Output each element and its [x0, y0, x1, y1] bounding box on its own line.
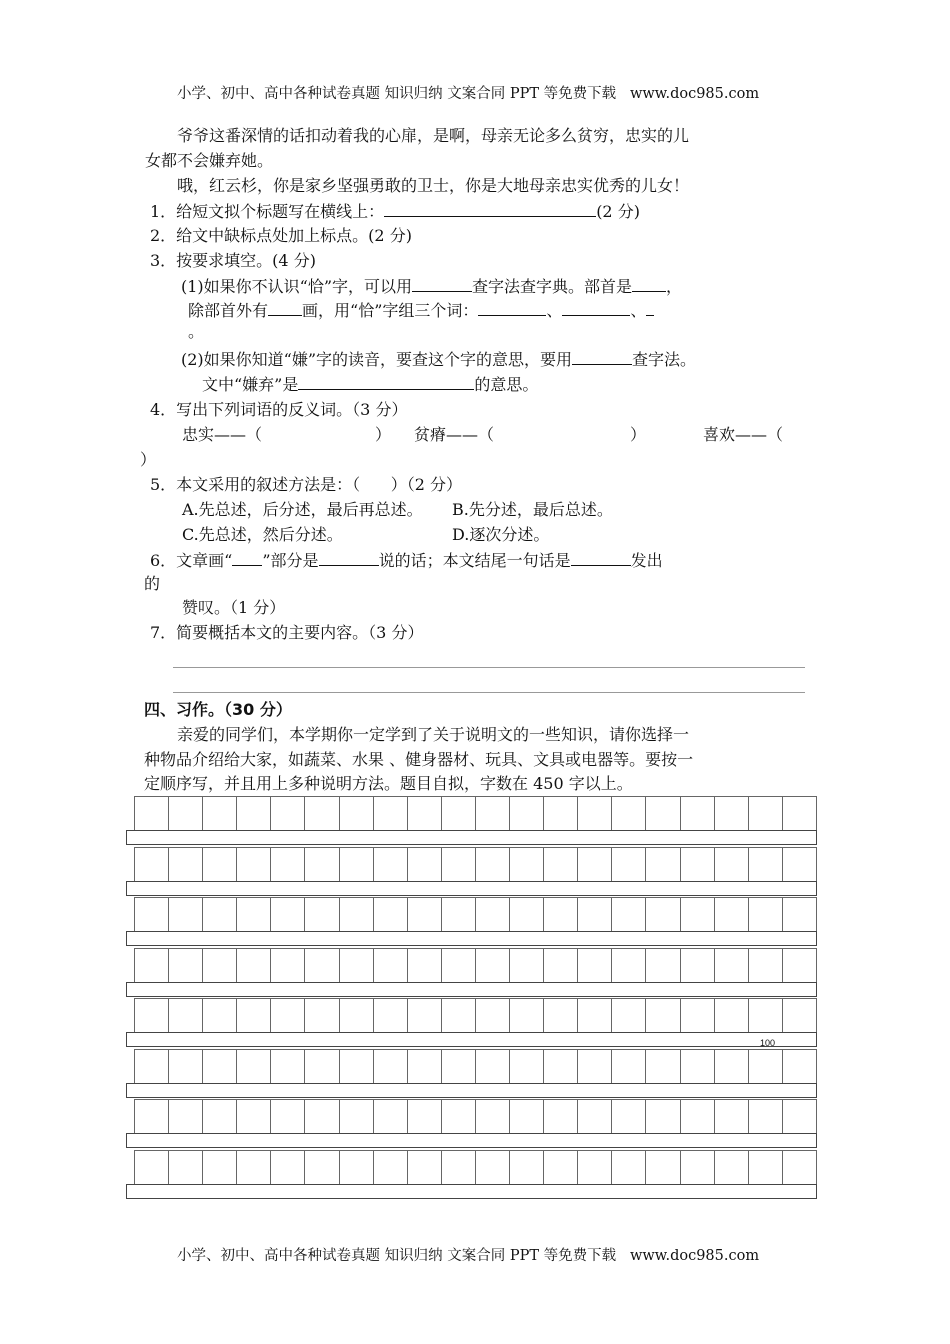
grid-cell[interactable]: [134, 848, 168, 882]
grid-cell[interactable]: [304, 1100, 338, 1134]
text: 的意思。: [474, 375, 539, 394]
grid-cell[interactable]: [373, 949, 407, 983]
answer-blank[interactable]: [478, 300, 546, 316]
grid-cell[interactable]: [202, 1151, 236, 1185]
text: 查字法查字典。部首是: [472, 277, 633, 296]
text: 文中“嫌弃”是: [202, 375, 299, 394]
grid-cell[interactable]: [407, 898, 441, 932]
grid-spacer-band: [126, 1032, 817, 1047]
grid-cell[interactable]: [645, 1100, 679, 1134]
grid-cell[interactable]: [577, 1151, 611, 1185]
grid-cell[interactable]: [543, 797, 577, 831]
antonym-3: 喜欢——（: [703, 425, 784, 444]
grid-cell[interactable]: [134, 949, 168, 983]
text: ”部分是: [262, 551, 319, 570]
period: 。: [188, 322, 205, 341]
grid-spacer-band: [126, 1083, 817, 1098]
grid-cell[interactable]: [543, 999, 577, 1033]
grid-cell[interactable]: [577, 848, 611, 882]
grid-cell[interactable]: [339, 797, 373, 831]
grid-cell[interactable]: [782, 949, 817, 983]
grid-cell[interactable]: [134, 999, 168, 1033]
grid-cell[interactable]: [168, 1050, 202, 1084]
option-c: C.先总述，然后分述。: [182, 525, 343, 544]
grid-cell[interactable]: [407, 999, 441, 1033]
grid-row: [134, 796, 817, 831]
grid-cell[interactable]: [782, 1050, 817, 1084]
grid-cell[interactable]: [611, 797, 645, 831]
grid-row: [134, 897, 817, 932]
text: 画，用“恰”字组三个词：: [302, 301, 479, 320]
grid-cell[interactable]: [339, 1100, 373, 1134]
question-7: 7．简要概括本文的主要内容。（3 分）: [150, 623, 424, 642]
grid-cell[interactable]: [202, 1050, 236, 1084]
grid-cell[interactable]: [782, 898, 817, 932]
paren-close: ）: [140, 450, 157, 469]
grid-cell[interactable]: [236, 999, 270, 1033]
grid-cell[interactable]: [611, 898, 645, 932]
q1-score: (2 分): [596, 202, 640, 221]
grid-cell[interactable]: [475, 949, 509, 983]
grid-cell[interactable]: [236, 898, 270, 932]
grid-cell[interactable]: [680, 898, 714, 932]
grid-cell[interactable]: [270, 1050, 304, 1084]
grid-row: [134, 1049, 817, 1084]
grid-cell[interactable]: [782, 797, 817, 831]
answer-line[interactable]: [173, 692, 805, 693]
question-2: 2．给文中缺标点处加上标点。(2 分): [150, 226, 412, 245]
grid-cell[interactable]: [304, 797, 338, 831]
grid-cell[interactable]: [168, 999, 202, 1033]
answer-line[interactable]: [173, 667, 805, 668]
question-6: [150, 550, 663, 571]
grid-cell[interactable]: [782, 1151, 817, 1185]
grid-cell[interactable]: [202, 949, 236, 983]
grid-cell[interactable]: [645, 999, 679, 1033]
grid-cell[interactable]: [304, 848, 338, 882]
question-3-2-cont: [202, 374, 538, 395]
grid-cell[interactable]: [407, 949, 441, 983]
grid-cell[interactable]: [373, 1100, 407, 1134]
grid-cell[interactable]: [475, 797, 509, 831]
prompt-line: 种物品介绍给大家，如蔬菜、水果 、健身器材、玩具、文具或电器等。要按一: [144, 750, 694, 769]
grid-cell[interactable]: [543, 848, 577, 882]
answer-blank[interactable]: [571, 550, 631, 566]
grid-cell[interactable]: [270, 797, 304, 831]
grid-spacer-band: [126, 1133, 817, 1148]
grid-cell[interactable]: [407, 1100, 441, 1134]
grid-cell[interactable]: [543, 1050, 577, 1084]
text: 、: [546, 301, 563, 320]
text: 、: [630, 301, 647, 320]
grid-cell[interactable]: [134, 1100, 168, 1134]
text: 查字法。: [632, 350, 697, 369]
grid-cell[interactable]: [475, 1100, 509, 1134]
grid-cell[interactable]: [577, 898, 611, 932]
answer-blank[interactable]: [412, 276, 472, 292]
grid-cell[interactable]: [134, 1151, 168, 1185]
grid-row: [134, 998, 817, 1033]
grid-cell[interactable]: [543, 1100, 577, 1134]
grid-cell[interactable]: [270, 1100, 304, 1134]
grid-cell[interactable]: [748, 898, 782, 932]
question-3-title: 3．按要求填空。(4 分): [150, 251, 316, 270]
grid-cell[interactable]: [134, 797, 168, 831]
grid-cell[interactable]: [270, 898, 304, 932]
grid-cell[interactable]: [543, 1151, 577, 1185]
grid-cell[interactable]: [782, 999, 817, 1033]
grid-cell[interactable]: [441, 1050, 475, 1084]
grid-cell[interactable]: [714, 797, 748, 831]
grid-cell[interactable]: [748, 848, 782, 882]
paren-close: ）: [375, 425, 392, 444]
answer-blank[interactable]: [632, 276, 666, 292]
grid-cell[interactable]: [407, 848, 441, 882]
passage-line: 爷爷这番深情的话扣动着我的心扉，是啊，母亲无论多么贫穷，忠实的儿: [177, 126, 690, 145]
grid-cell[interactable]: [611, 1050, 645, 1084]
grid-cell[interactable]: [441, 949, 475, 983]
answer-blank[interactable]: [562, 300, 630, 316]
grid-cell[interactable]: [577, 999, 611, 1033]
grid-cell[interactable]: [236, 949, 270, 983]
grid-spacer-band: [126, 931, 817, 946]
grid-cell[interactable]: [680, 1151, 714, 1185]
paren-close: ）: [630, 425, 647, 444]
grid-cell[interactable]: [134, 1050, 168, 1084]
antonym-1: 忠实——（: [182, 425, 263, 444]
grid-cell[interactable]: [373, 898, 407, 932]
grid-cell[interactable]: [202, 797, 236, 831]
text: ，: [666, 277, 683, 296]
grid-spacer-band: [126, 830, 817, 845]
grid-cell[interactable]: [441, 1100, 475, 1134]
text: 6．文章画“: [150, 551, 233, 570]
grid-cell[interactable]: [577, 949, 611, 983]
grid-cell[interactable]: [748, 1050, 782, 1084]
grid-row: [134, 1099, 817, 1134]
grid-cell[interactable]: [304, 1050, 338, 1084]
passage-line: 女都不会嫌弃她。: [145, 151, 274, 170]
grid-cell[interactable]: [441, 848, 475, 882]
grid-cell[interactable]: [748, 999, 782, 1033]
grid-cell[interactable]: [304, 1151, 338, 1185]
grid-cell[interactable]: [339, 1151, 373, 1185]
option-d: D.逐次分述。: [452, 525, 550, 544]
page-header: 小学、初中、高中各种试卷真题 知识归纳 文案合同 PPT 等免费下载 www.doc985.com: [177, 86, 760, 102]
grid-cell[interactable]: [509, 949, 543, 983]
prompt-line: 定顺序写，并且用上多种说明方法。题目自拟，字数在 450 字以上。: [144, 774, 633, 793]
option-b: B.先分述，最后总述。: [452, 500, 613, 519]
grid-cell[interactable]: [509, 797, 543, 831]
grid-cell[interactable]: [270, 848, 304, 882]
grid-spacer-band: [126, 881, 817, 896]
grid-cell[interactable]: [611, 1151, 645, 1185]
grid-cell[interactable]: [168, 949, 202, 983]
passage-line: 哦，红云杉，你是家乡坚强勇敢的卫士，你是大地母亲忠实优秀的儿女！: [177, 176, 690, 195]
grid-cell[interactable]: [611, 949, 645, 983]
grid-cell[interactable]: [680, 1050, 714, 1084]
grid-cell[interactable]: [611, 1100, 645, 1134]
grid-cell[interactable]: [339, 898, 373, 932]
grid-cell[interactable]: [407, 1151, 441, 1185]
grid-cell[interactable]: [782, 1100, 817, 1134]
answer-blank[interactable]: [646, 300, 654, 316]
grid-cell[interactable]: [748, 797, 782, 831]
grid-cell[interactable]: [509, 1151, 543, 1185]
question-6-cont: 的: [144, 574, 161, 593]
question-3-1: [181, 276, 682, 297]
grid-cell[interactable]: [680, 999, 714, 1033]
grid-cell[interactable]: [782, 848, 817, 882]
antonym-2: 贫瘠——（: [414, 425, 495, 444]
grid-cell[interactable]: [475, 898, 509, 932]
q1-text: 1．给短文拟个标题写在横线上：: [150, 202, 385, 221]
grid-cell[interactable]: [509, 1100, 543, 1134]
grid-cell[interactable]: [714, 898, 748, 932]
grid-cell[interactable]: [407, 797, 441, 831]
grid-cell[interactable]: [373, 797, 407, 831]
grid-cell[interactable]: [236, 848, 270, 882]
grid-cell[interactable]: [714, 1151, 748, 1185]
grid-cell[interactable]: [714, 1100, 748, 1134]
grid-cell[interactable]: [202, 1100, 236, 1134]
grid-cell[interactable]: [339, 848, 373, 882]
grid-cell[interactable]: [645, 1151, 679, 1185]
section-4-title: 四、习作。（30 分）: [144, 700, 292, 719]
grid-cell[interactable]: [475, 848, 509, 882]
grid-cell[interactable]: [373, 999, 407, 1033]
grid-cell[interactable]: [509, 1050, 543, 1084]
grid-cell[interactable]: [509, 999, 543, 1033]
grid-cell[interactable]: [202, 999, 236, 1033]
page-footer: 小学、初中、高中各种试卷真题 知识归纳 文案合同 PPT 等免费下载 www.doc985.com: [177, 1248, 760, 1264]
grid-row: [134, 1150, 817, 1185]
grid-cell[interactable]: [373, 1151, 407, 1185]
grid-cell[interactable]: [270, 949, 304, 983]
answer-blank[interactable]: [232, 550, 262, 566]
char-count-marker: 100: [760, 1038, 776, 1048]
grid-cell[interactable]: [373, 1050, 407, 1084]
grid-cell[interactable]: [645, 797, 679, 831]
grid-cell[interactable]: [236, 1151, 270, 1185]
grid-cell[interactable]: [748, 949, 782, 983]
grid-cell[interactable]: [441, 797, 475, 831]
grid-cell[interactable]: [577, 1100, 611, 1134]
question-1: [150, 201, 640, 222]
grid-cell[interactable]: [577, 797, 611, 831]
grid-cell[interactable]: [304, 949, 338, 983]
grid-row: [134, 847, 817, 882]
grid-cell[interactable]: [270, 999, 304, 1033]
prompt-line: 亲爱的同学们，本学期你一定学到了关于说明文的一些知识，请你选择一: [177, 725, 690, 744]
grid-cell[interactable]: [168, 1100, 202, 1134]
answer-blank[interactable]: [384, 201, 596, 217]
grid-cell[interactable]: [441, 999, 475, 1033]
grid-cell[interactable]: [236, 1100, 270, 1134]
grid-cell[interactable]: [509, 898, 543, 932]
grid-row: [134, 948, 817, 983]
grid-cell[interactable]: [168, 848, 202, 882]
grid-cell[interactable]: [441, 898, 475, 932]
grid-cell[interactable]: [645, 848, 679, 882]
grid-cell[interactable]: [611, 999, 645, 1033]
grid-cell[interactable]: [134, 898, 168, 932]
answer-blank[interactable]: [298, 374, 474, 390]
grid-cell[interactable]: [748, 1100, 782, 1134]
answer-blank[interactable]: [268, 300, 302, 316]
grid-cell[interactable]: [645, 898, 679, 932]
grid-spacer-band: [126, 982, 817, 997]
grid-cell[interactable]: [339, 999, 373, 1033]
grid-cell[interactable]: [441, 1151, 475, 1185]
grid-cell[interactable]: [202, 848, 236, 882]
grid-cell[interactable]: [611, 848, 645, 882]
grid-cell[interactable]: [304, 999, 338, 1033]
grid-cell[interactable]: [714, 999, 748, 1033]
grid-cell[interactable]: [543, 898, 577, 932]
grid-cell[interactable]: [543, 949, 577, 983]
answer-blank[interactable]: [319, 550, 379, 566]
grid-cell[interactable]: [714, 1050, 748, 1084]
grid-cell[interactable]: [202, 898, 236, 932]
grid-cell[interactable]: [475, 1151, 509, 1185]
grid-cell[interactable]: [168, 1151, 202, 1185]
grid-cell[interactable]: [373, 848, 407, 882]
text: (2)如果你知道“嫌”字的读音，要查这个字的意思，要用: [181, 350, 573, 369]
grid-cell[interactable]: [475, 999, 509, 1033]
question-3-2: [181, 349, 696, 370]
grid-cell[interactable]: [680, 949, 714, 983]
grid-cell[interactable]: [645, 1050, 679, 1084]
question-6-cont: 赞叹。（1 分）: [182, 598, 286, 617]
grid-cell[interactable]: [509, 848, 543, 882]
question-5-title: 5．本文采用的叙述方法是：（ ）（2 分）: [150, 475, 462, 494]
grid-cell[interactable]: [714, 949, 748, 983]
grid-cell[interactable]: [236, 1050, 270, 1084]
grid-cell[interactable]: [236, 797, 270, 831]
grid-cell[interactable]: [270, 1151, 304, 1185]
question-3-1-cont: [188, 300, 654, 321]
question-4-title: 4．写出下列词语的反义词。（3 分）: [150, 400, 408, 419]
grid-cell[interactable]: [339, 949, 373, 983]
text: 除部首外有: [188, 301, 269, 320]
text: 说的话；本文结尾一句话是: [378, 551, 571, 570]
text: 发出: [630, 551, 663, 570]
grid-cell[interactable]: [168, 797, 202, 831]
grid-cell[interactable]: [168, 898, 202, 932]
grid-cell[interactable]: [714, 848, 748, 882]
answer-blank[interactable]: [572, 349, 632, 365]
grid-cell[interactable]: [680, 797, 714, 831]
grid-spacer-band: [126, 1184, 817, 1199]
grid-cell[interactable]: [407, 1050, 441, 1084]
grid-cell[interactable]: [577, 1050, 611, 1084]
grid-cell[interactable]: [680, 1100, 714, 1134]
option-a: A.先总述，后分述，最后再总述。: [182, 500, 423, 519]
grid-cell[interactable]: [339, 1050, 373, 1084]
grid-cell[interactable]: [304, 898, 338, 932]
grid-cell[interactable]: [475, 1050, 509, 1084]
grid-cell[interactable]: [748, 1151, 782, 1185]
text: (1)如果你不认识“恰”字，可以用: [181, 277, 413, 296]
grid-cell[interactable]: [645, 949, 679, 983]
grid-cell[interactable]: [680, 848, 714, 882]
